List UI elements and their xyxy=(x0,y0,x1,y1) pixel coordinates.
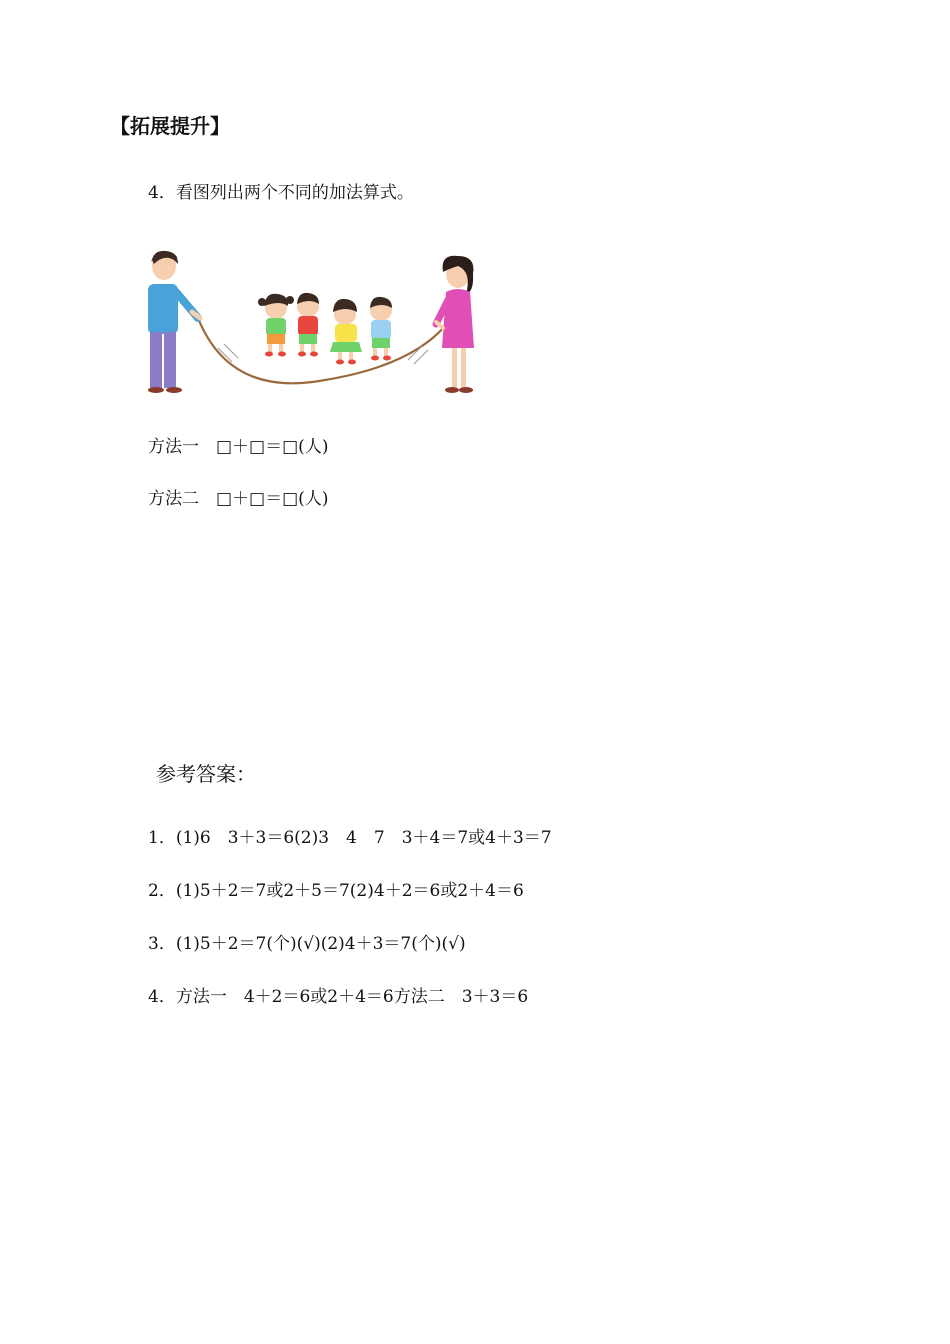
answer-3: 3．(1)5＋2＝7(个)(√)(2)4＋3＝7(个)(√) xyxy=(148,934,466,954)
man-figure xyxy=(148,251,200,393)
answers-title: 参考答案： xyxy=(156,762,256,786)
method-one-line: 方法一 □＋□＝□(人) xyxy=(148,437,329,457)
section-heading: 【拓展提升】 xyxy=(110,114,230,138)
child-figure-4 xyxy=(370,297,392,361)
method-two-line: 方法二 □＋□＝□(人) xyxy=(148,489,329,509)
question-text: 4．看图列出两个不同的加法算式。 xyxy=(148,183,414,203)
answer-2: 2．(1)5＋2＝7或2＋5＝7(2)4＋2＝6或2＋4＝6 xyxy=(148,881,524,901)
answer-1: 1．(1)6 3＋3＝6(2)3 4 7 3＋4＝7或4＋3＝7 xyxy=(148,828,552,848)
child-figure-2 xyxy=(297,293,319,357)
answer-4: 4．方法一 4＋2＝6或2＋4＝6方法二 3＋3＝6 xyxy=(148,987,529,1007)
rope xyxy=(198,318,445,383)
child-figure-3 xyxy=(330,299,362,365)
woman-figure xyxy=(436,256,474,393)
child-figure-1 xyxy=(258,294,294,357)
jump-rope-illustration xyxy=(140,248,485,400)
